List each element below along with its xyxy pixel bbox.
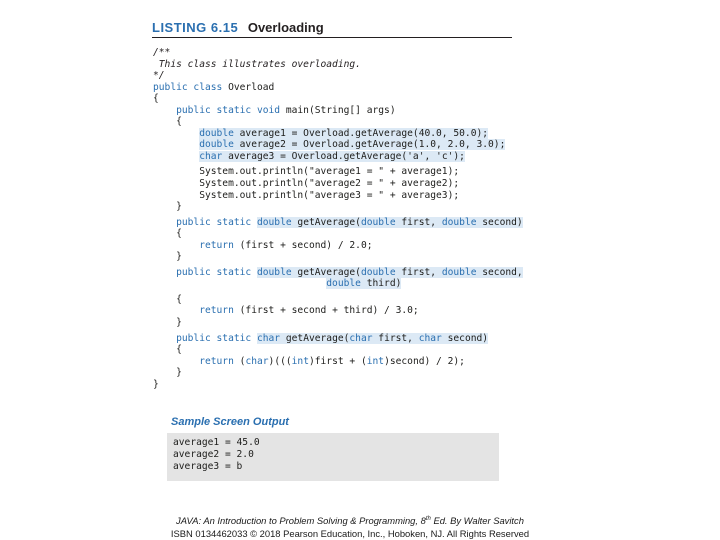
code-text: average1 = Overload.getAverage(40.0, 50.0); <box>233 127 489 139</box>
code-text: first, <box>372 332 419 344</box>
code-line <box>153 93 523 105</box>
code-line <box>153 228 523 240</box>
code-text: } <box>153 367 182 379</box>
keyword: double <box>326 278 361 290</box>
output-line: average3 = b <box>173 461 243 472</box>
code-text: getAverage( <box>280 332 350 344</box>
code-text: } <box>153 201 182 213</box>
code-text: first, <box>395 216 442 228</box>
keyword: public class <box>153 81 223 93</box>
keyword: double <box>199 139 234 151</box>
code-text: average3 = Overload.getAverage('a', 'c'); <box>222 150 465 162</box>
highlight-block <box>326 278 401 289</box>
code-text: ( <box>233 355 246 367</box>
highlight-block <box>199 139 505 150</box>
code-text: { <box>153 116 182 128</box>
code-text: second) <box>476 216 523 228</box>
keyword: double <box>199 127 234 139</box>
code-text: )first + ( <box>308 355 367 367</box>
highlight-block <box>257 217 523 228</box>
highlight-block <box>199 151 465 162</box>
keyword: double <box>441 216 477 228</box>
code-text: { <box>153 228 182 240</box>
code-line <box>153 317 523 329</box>
code-text: main(String[] args) <box>280 104 396 116</box>
code-text: Overload <box>222 81 275 93</box>
keyword: char <box>199 150 223 162</box>
footer-book-line: JAVA: An Introduction to Problem Solving & Programming, 8th Ed. By Walter Savitch <box>176 515 524 527</box>
code-line <box>153 294 523 306</box>
keyword: char <box>245 355 269 367</box>
code-line <box>153 251 523 263</box>
code-text: average2 = Overload.getAverage(1.0, 2.0, 3.0); <box>233 139 506 151</box>
code-text: (first + second + third) / 3.0; <box>233 305 419 317</box>
code-text: { <box>153 293 182 305</box>
sample-output-title: Sample Screen Output <box>171 416 289 428</box>
code-line <box>153 47 523 59</box>
keyword: public static <box>153 266 252 278</box>
code-text: )((( <box>268 355 292 367</box>
comment-text: This class illustrates overloading. <box>153 58 361 70</box>
keyword: double <box>256 216 292 228</box>
code-line <box>153 267 523 279</box>
code-text: System.out.println("average2 = " + average2); <box>153 178 460 190</box>
code-text: (first + second) / 2.0; <box>233 239 373 251</box>
keyword: double <box>360 266 396 278</box>
code-line <box>153 128 523 140</box>
keyword: public static void <box>153 104 281 116</box>
keyword: char <box>349 332 373 344</box>
code-text: { <box>153 93 159 105</box>
code-line <box>153 344 523 356</box>
keyword: double <box>256 266 292 278</box>
highlight-block <box>199 128 488 139</box>
code-line <box>153 166 523 178</box>
comment-text: */ <box>153 70 165 82</box>
highlight-block <box>257 333 488 344</box>
code-text: )second) / 2); <box>384 355 465 367</box>
code-text: second) <box>441 332 489 344</box>
code-line <box>153 201 523 213</box>
code-line <box>153 367 523 379</box>
code-text: } <box>153 378 159 390</box>
code-text: } <box>153 251 182 263</box>
code-line <box>153 379 523 391</box>
code-text: getAverage( <box>291 266 361 278</box>
code-line <box>153 139 523 151</box>
code-line <box>153 333 523 345</box>
keyword: public static <box>153 332 252 344</box>
code-line <box>153 82 523 94</box>
keyword: char <box>256 332 281 344</box>
keyword: return <box>153 305 234 317</box>
code-text: third) <box>360 278 402 290</box>
footer-citation <box>0 513 700 540</box>
keyword: return <box>153 355 234 367</box>
code-text: { <box>153 344 182 356</box>
code-text: getAverage( <box>291 216 361 228</box>
code-text: System.out.println("average1 = " + average1); <box>153 166 460 178</box>
output-line: average2 = 2.0 <box>173 449 254 460</box>
output-line: average1 = 45.0 <box>173 437 260 448</box>
comment-text: /** <box>153 47 171 58</box>
sample-output-box <box>167 433 499 481</box>
code-line <box>153 190 523 202</box>
code-line <box>153 59 523 71</box>
keyword: int <box>366 355 385 367</box>
code-line <box>153 305 523 317</box>
footer-copyright-line: ISBN 0134462033 © 2018 Pearson Education, Inc., Hoboken, NJ. All Rights Reserved <box>170 527 530 539</box>
keyword: return <box>153 239 234 251</box>
keyword: int <box>291 355 309 367</box>
code-line <box>153 278 523 290</box>
listing-label: LISTING 6.15 <box>152 20 239 35</box>
code-line <box>153 217 523 229</box>
code-line <box>153 116 523 128</box>
code-line <box>153 240 523 252</box>
code-listing <box>153 47 523 390</box>
code-line <box>153 178 523 190</box>
code-line <box>153 151 523 163</box>
code-text: System.out.println("average3 = " + average3); <box>153 189 460 201</box>
listing-title: Overloading <box>247 20 324 35</box>
keyword: char <box>418 332 442 344</box>
keyword: double <box>360 216 396 228</box>
code-line <box>153 70 523 82</box>
keyword: double <box>441 266 477 278</box>
code-text: } <box>153 317 182 329</box>
code-text: second, <box>476 266 523 278</box>
highlight-block <box>257 267 523 278</box>
code-text: first, <box>395 266 442 278</box>
code-line <box>153 105 523 117</box>
listing-header <box>152 20 512 38</box>
keyword: public static <box>153 216 252 228</box>
code-line <box>153 356 523 368</box>
